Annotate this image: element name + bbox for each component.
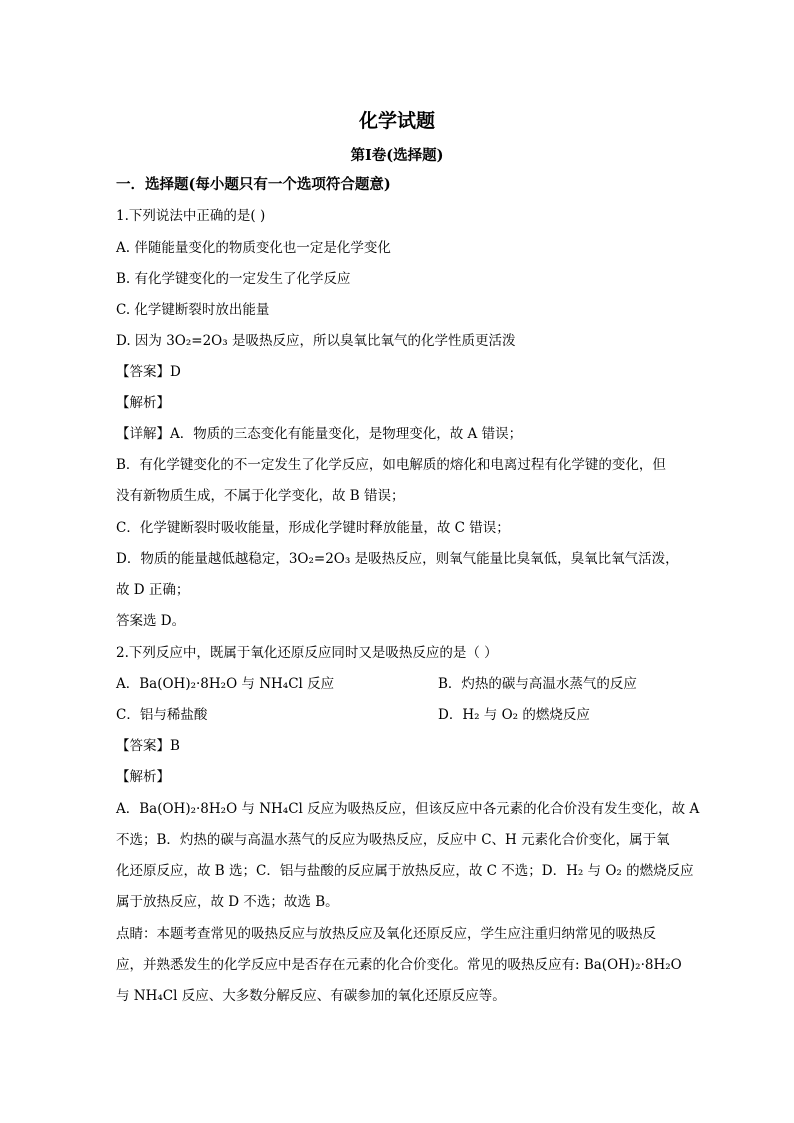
- q1-option-b: B. 有化学键变化的一定发生了化学反应: [116, 271, 351, 287]
- q2-option-d: D．H₂ 与 O₂ 的燃烧反应: [438, 707, 590, 723]
- q2-explanation-line: 属于放热反应，故 D 不选；故选 B。: [116, 894, 339, 910]
- q2-explanation-line: A．Ba(OH)₂·8H₂O 与 NH₄Cl 反应为吸热反应，但该反应中各元素的化合价没有发生变化，故 A: [116, 801, 700, 817]
- q2-explanation-line: 不选；B．灼热的碳与高温水蒸气的反应为吸热反应，反应中 C、H 元素化合价变化，属于氧: [116, 832, 670, 848]
- q2-answer: 【答案】B: [116, 738, 180, 754]
- page-title: 化学试题: [358, 110, 435, 132]
- q1-explanation-line: C．化学键断裂时吸收能量，形成化学键时释放能量，故 C 错误；: [116, 520, 510, 536]
- q1-option-c: C. 化学键断裂时放出能量: [116, 302, 270, 318]
- q1-explanation-line: 没有新物质生成，不属于化学变化，故 B 错误；: [116, 488, 405, 504]
- q2-stem: 2.下列反应中，既属于氧化还原反应同时又是吸热反应的是（ ）: [116, 645, 498, 661]
- q1-option-d: D. 因为 3O₂=2O₃ 是吸热反应，所以臭氧比氧气的化学性质更活泼: [116, 333, 516, 349]
- q1-explanation-line: 答案选 D。: [116, 613, 186, 629]
- q2-tip-line: 点睛：本题考查常见的吸热反应与放热反应及氧化还原反应，学生应注重归纳常见的吸热反: [116, 926, 656, 942]
- q1-option-a: A. 伴随能量变化的物质变化也一定是化学变化: [116, 240, 391, 256]
- q2-tip-line: 与 NH₄Cl 反应、大多数分解反应、有碳参加的氧化还原反应等。: [116, 988, 506, 1004]
- q1-explanation-line: 【详解】A．物质的三态变化有能量变化，是物理变化，故 A 错误；: [116, 426, 523, 442]
- q1-answer: 【答案】D: [116, 364, 181, 380]
- section-title: 一．选择题(每小题只有一个选项符合题意): [116, 176, 391, 193]
- q2-tip-line: 应，并熟悉发生的化学反应中是否存在元素的化合价变化。常见的吸热反应有: Ba(OH)₂·8H₂O: [116, 957, 682, 973]
- q2-analysis-label: 【解析】: [116, 769, 170, 785]
- q2-option-a: A．Ba(OH)₂·8H₂O 与 NH₄Cl 反应: [116, 676, 335, 692]
- part-title: 第Ⅰ卷(选择题): [350, 147, 444, 164]
- q1-explanation-line: 故 D 正确；: [116, 582, 190, 598]
- q2-explanation-line: 化还原反应，故 B 选；C．铝与盐酸的反应属于放热反应，故 C 不选；D．H₂ 与 O₂ 的燃烧反应: [116, 863, 694, 879]
- q1-analysis-label: 【解析】: [116, 395, 170, 411]
- q2-option-c: C．铝与稀盐酸: [116, 707, 208, 723]
- q1-explanation-line: D．物质的能量越低越稳定，3O₂=2O₃ 是吸热反应，则氧气能量比臭氧低，臭氧比氧气活泼，: [116, 551, 679, 567]
- q1-explanation-line: B．有化学键变化的不一定发生了化学反应，如电解质的熔化和电离过程有化学键的变化，但: [116, 457, 666, 473]
- q1-stem: 1.下列说法中正确的是( ): [116, 208, 266, 224]
- q2-option-b: B．灼热的碳与高温水蒸气的反应: [438, 676, 637, 692]
